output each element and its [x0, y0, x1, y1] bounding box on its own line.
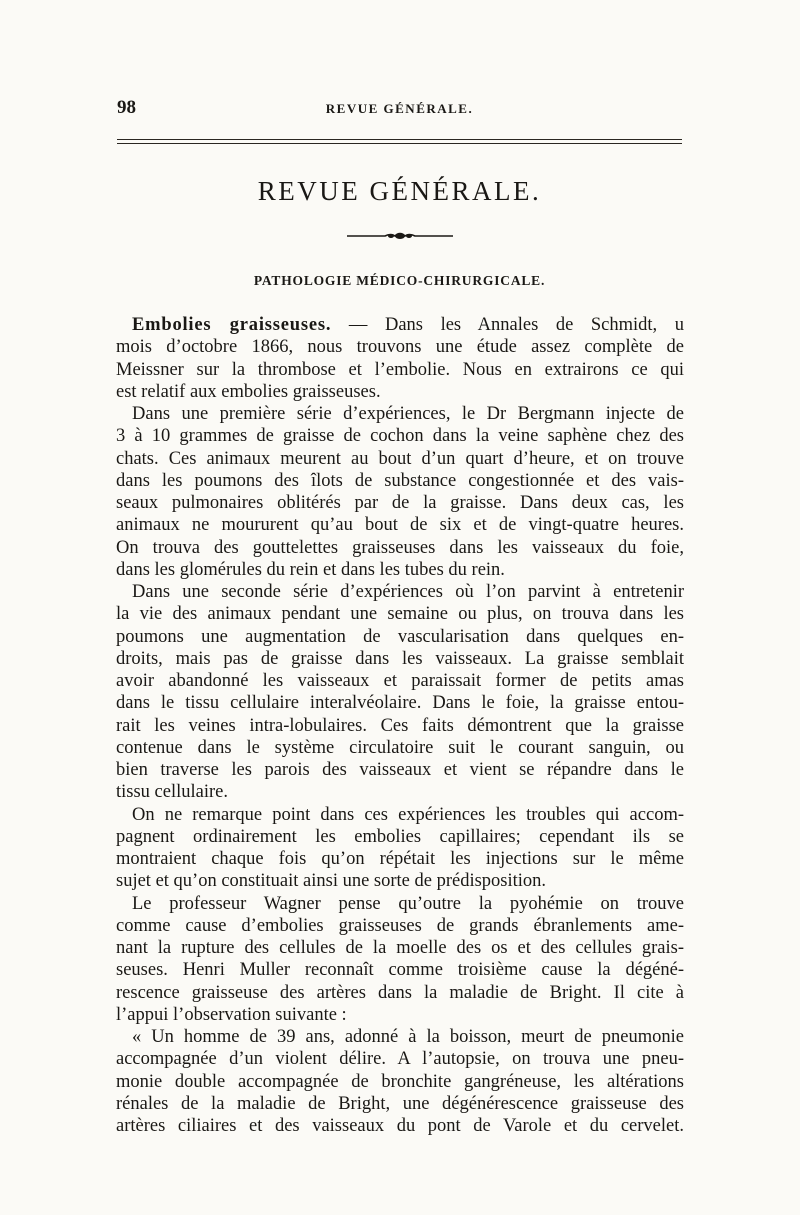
page-title: REVUE GÉNÉRALE.: [257, 176, 542, 206]
text-line: chats. Ces animaux meurent au bout d’un quart d’heure, et on trouve: [116, 448, 684, 469]
article-body: [116, 314, 684, 1137]
text-line: tissu cellulaire.: [116, 782, 228, 803]
text-line: avoir abandonné les vaisseaux et paraissait former de petits amas: [116, 671, 684, 691]
text-line: artères ciliaires et des vaisseaux du pont de Varole et du cervelet.: [116, 1116, 684, 1136]
text-line: nant la rupture des cellules de la moelle des os et des cellules grais-: [116, 938, 684, 958]
section-title: PATHOLOGIE MÉDICO-CHIRURGICALE.: [253, 273, 546, 288]
text-line: dans les poumons des îlots de substance congestionnée et des vais-: [116, 470, 684, 491]
ornament-divider: [345, 230, 455, 242]
text-line: accompagnée d’un violent délire. A l’autopsie, on trouva une pneu-: [116, 1049, 684, 1070]
page-number: 98: [117, 97, 136, 118]
text-line: droits, mais pas de graisse dans les vaisseaux. La graisse semblait: [116, 648, 684, 669]
text-line: seaux pulmonaires oblitérés par de la graisse. Dans deux cas, les: [116, 493, 684, 513]
text-line: rait les veines intra-lobulaires. Ces faits démontrent que la graisse: [116, 715, 684, 736]
text-line: dans les glomérules du rein et dans les tubes du rein.: [116, 559, 505, 580]
text-line: monie double accompagnée de bronchite gangréneuse, les altérations: [116, 1071, 684, 1092]
text-line: Dans une première série d’expériences, le Dr Bergmann injecte de: [132, 404, 684, 424]
header-rule: [117, 139, 682, 140]
text-line: rescence graisseuse des artères dans la maladie de Bright. Il cite à: [116, 982, 684, 1003]
text-line: animaux ne moururent qu’au bout de six et de vingt-quatre heures.: [116, 515, 684, 536]
running-title: REVUE GÉNÉRALE.: [325, 101, 474, 116]
text-line: « Un homme de 39 ans, adonné à la boisson, meurt de pneumonie: [132, 1027, 684, 1047]
text-line: mois d’octobre 1866, nous trouvons une étude assez complète de: [116, 337, 684, 358]
text-line: Meissner sur la thrombose et l’embolie. Nous en extrairons ce qui: [116, 359, 684, 380]
text-line: [116, 314, 684, 336]
text-line: On trouva des gouttelettes graisseuses dans les vaisseaux du foie,: [116, 537, 684, 558]
text-line: la vie des animaux pendant une semaine ou plus, on trouva dans les: [116, 604, 684, 625]
text-line: sujet et qu’on constituait ainsi une sorte de prédisposition.: [116, 871, 547, 892]
text-line: est relatif aux embolies graisseuses.: [116, 381, 381, 402]
text-line: Dans une seconde série d’expériences où l’on parvint à entretenir: [132, 582, 684, 602]
running-header: [117, 97, 682, 121]
text-line: l’appui l’observation suivante :: [116, 1004, 347, 1025]
text-line: On ne remarque point dans ces expériences les troubles qui accom-: [132, 804, 684, 825]
text-line: Le professeur Wagner pense qu’outre la pyohémie on trouve: [132, 893, 684, 914]
lead-heading: Embolies graisseuses.: [132, 315, 332, 335]
line-text: — Dans les Annales de Schmidt, u: [331, 315, 684, 335]
text-line: rénales de la maladie de Bright, une dégénérescence graisseuse des: [116, 1093, 684, 1114]
text-line: montraient chaque fois qu’on répétait les injections sur le même: [116, 849, 684, 869]
header-rule-thin: [117, 143, 682, 144]
text-line: bien traverse les parois des vaisseaux et vient se répandre dans le: [116, 760, 684, 780]
text-line: 3 à 10 grammes de graisse de cochon dans la veine saphène chez des: [116, 426, 684, 447]
text-line: seuses. Henri Muller reconnaît comme troisième cause la dégéné-: [116, 960, 684, 981]
text-line: dans le tissu cellulaire interalvéolaire. Dans le foie, la graisse entou-: [116, 693, 684, 714]
text-line: contenue dans le système circulatoire suit le courant sanguin, ou: [116, 737, 684, 758]
text-line: poumons une augmentation de vascularisation dans quelques en-: [116, 626, 684, 647]
text-line: pagnent ordinairement les embolies capillaires; cependant ils se: [116, 826, 684, 847]
text-line: comme cause d’embolies graisseuses de grands ébranlements ame-: [116, 915, 684, 936]
